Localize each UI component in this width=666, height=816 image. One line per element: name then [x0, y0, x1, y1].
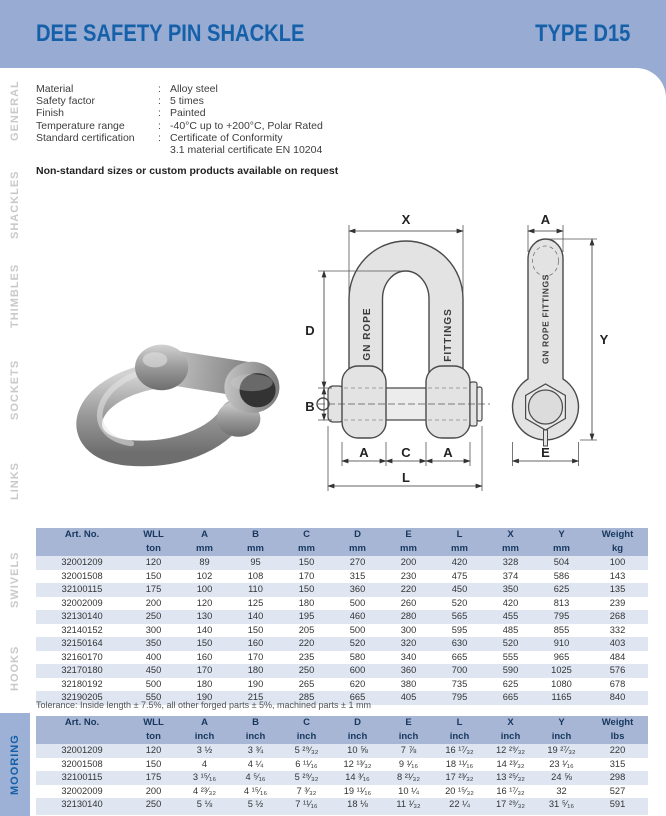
- cell-l: 630: [451, 638, 468, 648]
- side-view: [513, 239, 579, 446]
- sidebar-item: MOORING: [0, 713, 30, 816]
- column-header: Art. No.: [36, 528, 128, 542]
- cell-e: 300: [400, 624, 417, 635]
- unit-header: mm: [485, 542, 536, 556]
- unit-header: inch: [230, 730, 281, 744]
- cell-weight: 840: [609, 692, 626, 702]
- cell-wll: 200: [145, 785, 162, 796]
- table-row: [36, 771, 648, 785]
- unit-header: inch: [485, 730, 536, 744]
- cell-y: 24 ⅝: [551, 772, 572, 782]
- cell-a: 5 ⅛: [196, 799, 213, 809]
- column-header-row: [36, 716, 648, 730]
- cell-l: 22 ¼: [449, 799, 470, 809]
- column-header: Weight: [587, 528, 648, 542]
- column-header: C: [281, 716, 332, 730]
- sidebar-item: THIMBLES: [9, 263, 21, 329]
- cell-wll: 120: [145, 557, 162, 567]
- cell-b: 215: [247, 692, 264, 702]
- sidebar-item: SHACKLES: [9, 170, 21, 240]
- tolerance-note: Tolerance: Inside length ± 7.5%, all other forged parts ± 5%, machined parts ± 1 mm: [36, 700, 371, 710]
- spec-row: [36, 144, 323, 156]
- cell-b: 140: [247, 611, 264, 621]
- cell-c: 7 ³⁄₃₂: [296, 785, 317, 796]
- dim-label-d: D: [305, 323, 315, 338]
- dim-label-y: Y: [599, 332, 609, 347]
- table-row: [36, 597, 648, 611]
- cell-x: 374: [502, 570, 519, 581]
- sidebar-item: LINKS: [9, 462, 21, 500]
- cell-wll: 450: [145, 665, 162, 675]
- cell-c: 170: [298, 570, 315, 581]
- cell-weight: 100: [609, 557, 626, 567]
- table-row: [36, 556, 648, 570]
- cell-artno: 32001209: [61, 557, 103, 567]
- unit-header: ton: [128, 542, 179, 556]
- unit-header: [36, 730, 128, 744]
- cell-e: 220: [400, 584, 417, 594]
- unit-header-row: [36, 730, 648, 744]
- cell-artno: 32190205: [61, 692, 103, 702]
- cell-artno: 32100115: [61, 584, 103, 594]
- cell-weight: 268: [609, 611, 626, 621]
- cell-artno: 32130140: [61, 611, 103, 621]
- table-row: [36, 678, 648, 692]
- cell-e: 405: [400, 692, 417, 702]
- cell-a: 100: [196, 584, 213, 594]
- dim-label-side-a: A: [540, 212, 551, 227]
- cell-x: 12 ²⁹⁄₃₂: [496, 745, 525, 755]
- cell-e: 8 ²¹⁄₃₂: [397, 772, 420, 782]
- cell-wll: 150: [145, 570, 162, 581]
- cell-artno: 32100115: [61, 772, 103, 782]
- imperial-table: [36, 716, 648, 812]
- cell-b: 108: [247, 570, 264, 581]
- cell-c: 235: [298, 651, 315, 662]
- cell-x: 625: [502, 678, 519, 689]
- cell-y: 1080: [551, 678, 572, 689]
- dim-label-a1: A: [359, 445, 369, 460]
- cell-weight: 527: [609, 785, 626, 796]
- cell-weight: 143: [609, 570, 626, 581]
- cell-d: 18 ⅛: [347, 799, 368, 809]
- product-photo: [46, 318, 301, 470]
- front-view: [317, 241, 490, 438]
- sheet-content: [0, 68, 666, 816]
- cell-e: 10 ¼: [398, 785, 419, 796]
- cell-y: 23 ¹⁄₁₆: [549, 758, 574, 769]
- cell-x: 665: [502, 692, 519, 702]
- cell-d: 580: [349, 651, 366, 662]
- cell-d: 315: [349, 570, 366, 581]
- spec-label: Finish: [36, 107, 65, 120]
- unit-header: mm: [383, 542, 434, 556]
- column-header: B: [230, 528, 281, 542]
- cell-l: 520: [451, 597, 468, 608]
- cell-artno: 32001508: [61, 758, 103, 769]
- cell-d: 620: [349, 678, 366, 689]
- sidebar-item: SOCKETS: [9, 359, 21, 421]
- cell-b: 170: [247, 651, 264, 662]
- cell-e: 230: [400, 570, 417, 581]
- cell-d: 500: [349, 597, 366, 608]
- cell-d: 500: [349, 624, 366, 635]
- spec-separator: :: [158, 95, 161, 108]
- cell-a: 140: [196, 624, 213, 635]
- cell-d: 10 ⅝: [347, 745, 368, 755]
- spec-separator: :: [158, 119, 161, 132]
- cell-a: 190: [196, 692, 213, 702]
- cell-a: 130: [196, 611, 213, 621]
- column-header: D: [332, 528, 383, 542]
- dim-label-l: L: [402, 470, 410, 485]
- spec-row: [36, 120, 323, 132]
- cell-a: 120: [196, 597, 213, 608]
- spec-value: 3.1 material certificate EN 10204: [170, 144, 323, 157]
- cell-d: 12 ¹³⁄₃₂: [343, 758, 372, 769]
- cell-a: 4: [201, 758, 208, 769]
- table-row: [36, 785, 648, 799]
- cell-y: 32: [556, 785, 567, 796]
- cell-wll: 120: [145, 745, 162, 755]
- column-header: D: [332, 716, 383, 730]
- cell-wll: 550: [145, 692, 162, 702]
- cell-artno: 32180192: [61, 678, 103, 689]
- cell-wll: 150: [145, 758, 162, 769]
- cell-x: 16 ¹⁷⁄₃₂: [496, 785, 525, 796]
- cell-x: 13 ²⁵⁄₃₂: [496, 772, 525, 782]
- column-header: E: [383, 716, 434, 730]
- cell-y: 813: [553, 597, 570, 608]
- cell-c: 5 ²⁹⁄₃₂: [294, 772, 319, 782]
- cell-l: 20 ¹⁵⁄₃₂: [445, 785, 474, 796]
- column-header: Y: [536, 716, 587, 730]
- table-row: [36, 651, 648, 665]
- spec-separator: :: [158, 107, 161, 120]
- cell-wll: 175: [145, 584, 162, 594]
- shackle-photo-group: [89, 345, 279, 454]
- cell-d: 600: [349, 665, 366, 675]
- cell-wll: 200: [145, 597, 162, 608]
- cell-c: 5 ²⁹⁄₃₂: [294, 745, 319, 755]
- cell-weight: 298: [609, 772, 626, 782]
- column-header: WLL: [128, 528, 179, 542]
- cell-weight: 239: [609, 597, 626, 608]
- cell-x: 455: [502, 611, 519, 621]
- cell-a: 170: [196, 665, 213, 675]
- sidebar-item: SWIVELS: [9, 551, 21, 609]
- cell-d: 19 ¹¹⁄₁₆: [343, 785, 372, 796]
- cell-c: 250: [298, 665, 315, 675]
- unit-header: inch: [179, 730, 230, 744]
- column-header: WLL: [128, 716, 179, 730]
- unit-header: inch: [332, 730, 383, 744]
- cell-wll: 175: [145, 772, 162, 782]
- cell-y: 19 ²⁷⁄₃₂: [547, 745, 576, 755]
- cell-a: 160: [196, 651, 213, 662]
- cell-weight: 332: [609, 624, 626, 635]
- cell-c: 205: [298, 624, 315, 635]
- technical-drawing: [302, 204, 663, 504]
- spec-list: [36, 83, 323, 156]
- cell-artno: 32150164: [61, 638, 103, 648]
- cell-y: 795: [553, 611, 570, 621]
- dim-label-b: B: [305, 399, 315, 414]
- cell-y: 586: [553, 570, 570, 581]
- brand-right: FITTINGS: [443, 308, 454, 362]
- cell-e: 360: [400, 665, 417, 675]
- cell-b: 190: [247, 678, 264, 689]
- cell-b: 160: [247, 638, 264, 648]
- cell-b: 110: [248, 584, 263, 594]
- unit-header: inch: [281, 730, 332, 744]
- spec-value: Alloy steel: [170, 83, 218, 95]
- cell-artno: 32130140: [61, 799, 103, 809]
- cell-l: 420: [451, 557, 468, 567]
- spec-value: Painted: [170, 107, 206, 120]
- cell-e: 280: [400, 611, 417, 621]
- cell-wll: 300: [145, 624, 162, 635]
- cell-artno: 32001209: [61, 745, 103, 755]
- unit-header: mm: [536, 542, 587, 556]
- cell-x: 420: [502, 597, 519, 608]
- cell-y: 625: [553, 584, 570, 594]
- column-header: Y: [536, 528, 587, 542]
- spec-separator: [158, 144, 170, 156]
- spec-label: Standard certification: [36, 131, 135, 144]
- cell-l: 450: [451, 584, 468, 594]
- unit-header: kg: [587, 542, 648, 556]
- unit-header: mm: [434, 542, 485, 556]
- cell-wll: 500: [145, 678, 162, 689]
- cell-c: 150: [298, 584, 315, 594]
- dim-label-e: E: [541, 445, 550, 460]
- table-row: [36, 664, 648, 678]
- cell-y: 1165: [551, 692, 572, 702]
- cell-e: 9 ¹⁄₁₆: [398, 758, 419, 769]
- cell-a: 3 ¹⁵⁄₁₆: [192, 772, 217, 782]
- cell-a: 180: [196, 678, 213, 689]
- cell-l: 595: [451, 624, 468, 635]
- cell-l: 16 ¹⁷⁄₃₂: [445, 745, 474, 755]
- cell-wll: 250: [145, 611, 162, 621]
- cell-b: 4 ¼: [247, 758, 264, 769]
- cell-c: 265: [298, 678, 315, 689]
- cell-d: 270: [349, 557, 366, 567]
- cell-e: 7 ⅞: [400, 745, 417, 755]
- header: [0, 0, 666, 68]
- spec-label: [36, 144, 158, 156]
- column-header: X: [485, 716, 536, 730]
- cell-b: 180: [247, 665, 264, 675]
- cell-artno: 32001508: [61, 570, 103, 581]
- cell-y: 910: [553, 638, 570, 648]
- unit-header: [36, 542, 128, 556]
- cell-artno: 32002009: [61, 785, 103, 796]
- cell-x: 590: [502, 665, 519, 675]
- unit-header: inch: [536, 730, 587, 744]
- sidebar-item: GENERAL: [9, 80, 21, 142]
- cell-a: 150: [196, 638, 213, 648]
- cell-d: 14 ³⁄₁₆: [345, 772, 370, 782]
- cell-a: 89: [199, 557, 210, 567]
- cell-b: 4 ¹⁵⁄₁₆: [243, 785, 268, 796]
- cell-b: 95: [250, 557, 261, 567]
- cell-d: 360: [349, 584, 366, 594]
- cell-y: 965: [553, 651, 570, 662]
- cell-a: 3 ½: [196, 745, 213, 755]
- cell-l: 565: [451, 611, 468, 621]
- spec-row: [36, 132, 323, 144]
- spec-value: -40°C up to +200°C, Polar Rated: [170, 119, 323, 132]
- cell-y: 1025: [551, 665, 572, 675]
- cell-e: 200: [400, 557, 417, 567]
- cell-weight: 576: [609, 665, 626, 675]
- cell-wll: 350: [145, 638, 162, 648]
- unit-header: inch: [434, 730, 485, 744]
- cell-l: 700: [451, 665, 468, 675]
- cell-e: 380: [400, 678, 417, 689]
- type-label: TYPE D15: [534, 20, 630, 47]
- unit-header: mm: [179, 542, 230, 556]
- dim-label-a2: A: [443, 445, 453, 460]
- table-row: [36, 758, 648, 772]
- column-header: E: [383, 528, 434, 542]
- cell-x: 350: [502, 584, 519, 594]
- cell-l: 17 ²³⁄₃₂: [445, 772, 474, 782]
- cell-l: 475: [451, 570, 468, 581]
- cell-artno: 32140152: [61, 624, 103, 635]
- unit-header: mm: [281, 542, 332, 556]
- cell-l: 735: [451, 678, 468, 689]
- unit-header: mm: [230, 542, 281, 556]
- cell-c: 195: [298, 611, 315, 621]
- brand-left: GN ROPE: [362, 307, 373, 361]
- unit-header: inch: [383, 730, 434, 744]
- cell-weight: 315: [609, 758, 626, 769]
- page-title: DEE SAFETY PIN SHACKLE: [36, 20, 305, 47]
- column-header: B: [230, 716, 281, 730]
- brand-side: GN ROPE FITTINGS: [540, 274, 551, 364]
- table-row: [36, 744, 648, 758]
- cutoff-row-stripe: [36, 810, 648, 815]
- cell-weight: 135: [609, 584, 626, 594]
- cell-x: 485: [502, 624, 519, 635]
- column-header: Weight: [587, 716, 648, 730]
- cell-weight: 403: [609, 638, 626, 648]
- cell-artno: 32002009: [61, 597, 103, 608]
- unit-header: lbs: [587, 730, 648, 744]
- cell-c: 7 ¹¹⁄₁₆: [295, 799, 318, 809]
- cell-weight: 678: [609, 678, 626, 689]
- cell-weight: 220: [609, 745, 626, 755]
- cell-y: 504: [553, 557, 570, 567]
- cell-a: 4 ²³⁄₃₂: [193, 785, 216, 796]
- cell-b: 3 ¾: [247, 745, 264, 755]
- cell-weight: 591: [609, 799, 626, 809]
- unit-header: ton: [128, 730, 179, 744]
- spec-separator: :: [158, 83, 161, 95]
- cell-b: 125: [247, 597, 264, 608]
- cell-x: 328: [502, 557, 519, 567]
- cell-a: 102: [196, 570, 213, 581]
- table-row: [36, 624, 648, 638]
- cell-c: 150: [298, 557, 315, 567]
- column-header: Art. No.: [36, 716, 128, 730]
- table-row: [36, 610, 648, 624]
- cell-x: 17 ²⁹⁄₃₂: [496, 799, 525, 809]
- table-row: [36, 583, 648, 597]
- column-header: C: [281, 528, 332, 542]
- cell-c: 180: [298, 597, 315, 608]
- spec-row: [36, 83, 323, 95]
- cell-x: 520: [502, 638, 519, 648]
- unit-header: mm: [332, 542, 383, 556]
- cell-x: 14 ²³⁄₃₂: [496, 758, 525, 769]
- dim-label-c: C: [401, 445, 411, 460]
- cell-b: 4 ⁵⁄₁₆: [245, 772, 266, 782]
- column-header-row: [36, 528, 648, 542]
- cell-e: 320: [400, 638, 417, 648]
- spec-label: Temperature range: [36, 119, 125, 132]
- cell-b: 150: [247, 624, 264, 635]
- table-row: [36, 637, 648, 651]
- dim-label-x: X: [401, 212, 411, 227]
- cell-l: 665: [451, 651, 468, 662]
- metric-table: [36, 528, 648, 705]
- cell-artno: 32160170: [61, 651, 103, 662]
- spec-label: Safety factor: [36, 95, 95, 108]
- column-header: L: [434, 528, 485, 542]
- spec-value: Certificate of Conformity: [170, 131, 283, 144]
- cell-x: 555: [502, 651, 519, 662]
- spec-label: Material: [36, 83, 74, 95]
- cell-c: 220: [298, 638, 315, 648]
- cell-c: 6 ¹¹⁄₁₆: [295, 758, 318, 769]
- cell-c: 285: [298, 692, 315, 702]
- cell-weight: 484: [609, 651, 626, 662]
- cell-y: 31 ⁵⁄₁₆: [548, 799, 575, 809]
- column-header: A: [179, 528, 230, 542]
- column-header: L: [434, 716, 485, 730]
- sidebar-item: HOOKS: [9, 645, 21, 691]
- cell-e: 11 ¹⁄₃₂: [396, 799, 421, 809]
- cell-e: 260: [400, 597, 417, 608]
- table-row: [36, 570, 648, 584]
- cell-d: 520: [349, 638, 366, 648]
- cell-d: 665: [349, 692, 366, 702]
- cell-wll: 400: [145, 651, 162, 662]
- cell-b: 5 ½: [247, 799, 264, 809]
- cell-l: 795: [451, 692, 468, 702]
- cell-y: 855: [553, 624, 570, 635]
- cell-l: 18 ¹¹⁄₁₆: [445, 758, 474, 769]
- custom-products-note: Non-standard sizes or custom products available on request: [36, 165, 339, 177]
- cell-artno: 32170180: [61, 665, 103, 675]
- spec-value: 5 times: [170, 95, 204, 108]
- cell-wll: 250: [145, 799, 162, 809]
- cell-d: 460: [349, 611, 366, 621]
- spec-row: [36, 107, 323, 119]
- unit-header-row: [36, 542, 648, 556]
- column-header: A: [179, 716, 230, 730]
- spec-separator: :: [158, 131, 161, 144]
- spec-row: [36, 95, 323, 107]
- column-header: X: [485, 528, 536, 542]
- cell-e: 340: [400, 651, 417, 662]
